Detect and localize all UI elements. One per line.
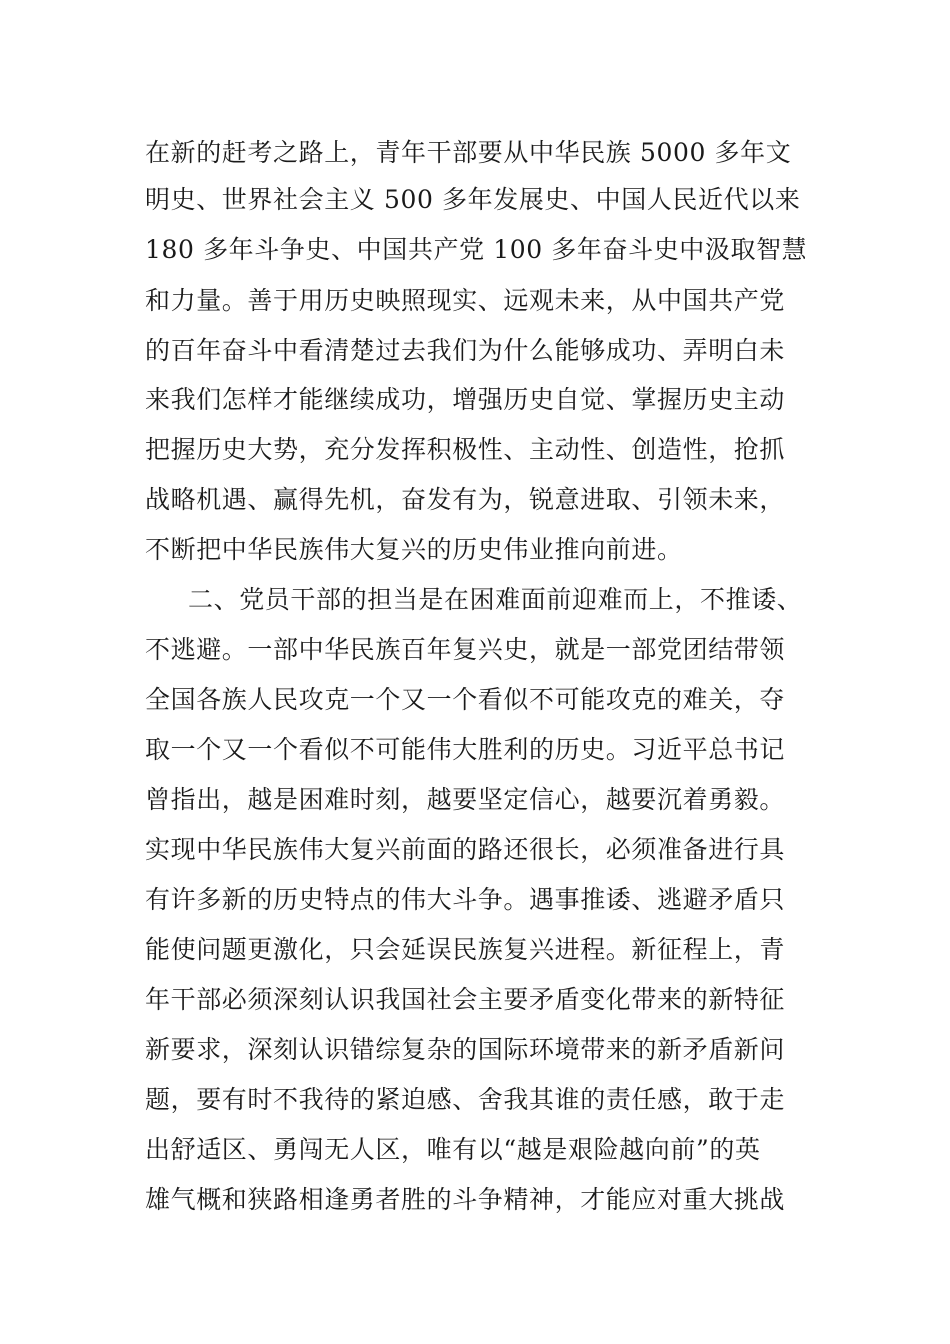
text-line: 180 多年斗争史、中国共产党 100 多年奋斗史中汲取智慧 [145, 235, 808, 264]
text-line: 不断把中华民族伟大复兴的历史伟业推向前进。 [145, 535, 683, 564]
text-line: 把握历史大势，充分发挥积极性、主动性、创造性，抢抓 [145, 435, 786, 464]
text-line: 战略机遇、赢得先机，奋发有为，锐意进取、引领未来， [145, 485, 786, 514]
text-line: 题，要有时不我待的紧迫感、舍我其谁的责任感，敢于走 [145, 1085, 786, 1114]
text-line: 雄气概和狭路相逢勇者胜的斗争精神，才能应对重大挑战 [145, 1185, 786, 1214]
text-line: 全国各族人民攻克一个又一个看似不可能攻克的难关，夺 [145, 685, 786, 714]
text-line: 明史、世界社会主义 500 多年发展史、中国人民近代以来 [145, 185, 801, 214]
text-line: 来我们怎样才能继续成功，增强历史自觉、掌握历史主动 [145, 385, 786, 414]
text-line: 取一个又一个看似不可能伟大胜利的历史。习近平总书记 [145, 735, 786, 764]
text-line: 出舒适区、勇闯无人区，唯有以“越是艰险越向前”的英 [145, 1135, 761, 1164]
text-line: 能使问题更激化，只会延误民族复兴进程。新征程上，青 [145, 935, 786, 964]
text-line: 二、党员干部的担当是在困难面前迎难而上，不推诿、 [188, 585, 803, 614]
text-line: 新要求，深刻认识错综复杂的国际环境带来的新矛盾新问 [145, 1035, 786, 1064]
text-line: 曾指出，越是困难时刻，越要坚定信心，越要沉着勇毅。 [145, 785, 786, 814]
text-line: 不逃避。一部中华民族百年复兴史，就是一部党团结带领 [145, 635, 786, 664]
text-line: 实现中华民族伟大复兴前面的路还很长，必须准备进行具 [145, 835, 786, 864]
text-line: 和力量。善于用历史映照现实、远观未来，从中国共产党 [145, 286, 786, 315]
text-line: 在新的赶考之路上，青年干部要从中华民族 5000 多年文 [145, 138, 792, 167]
text-line: 年干部必须深刻认识我国社会主要矛盾变化带来的新特征 [145, 985, 786, 1014]
text-line: 有许多新的历史特点的伟大斗争。遇事推诿、逃避矛盾只 [145, 885, 786, 914]
text-line: 的百年奋斗中看清楚过去我们为什么能够成功、弄明白未 [145, 336, 786, 365]
